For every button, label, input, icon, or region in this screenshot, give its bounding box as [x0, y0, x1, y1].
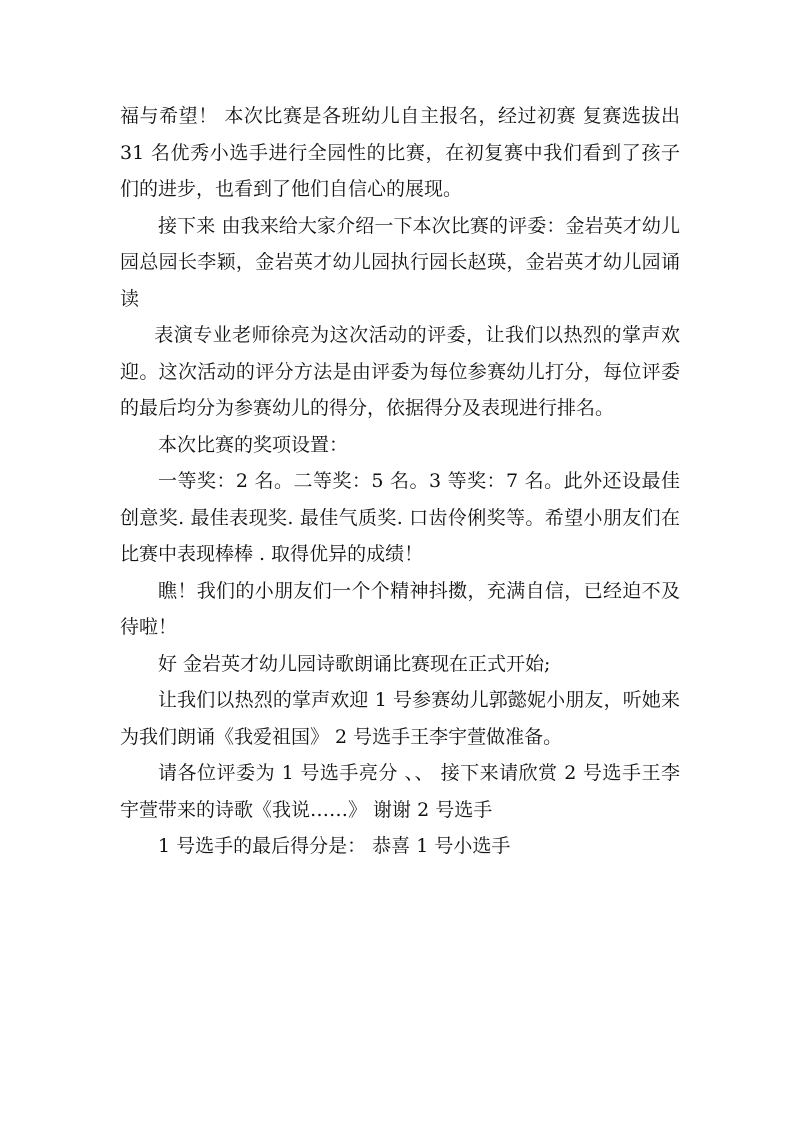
- paragraph-judges-intro: 接下来 由我来给大家介绍一下本次比赛的评委：金岩英才幼儿园总园长李颖，金岩英才幼儿园执行园长赵瑛，金岩英才幼儿园诵读: [120, 214, 680, 310]
- paragraph-awards-heading: 本次比赛的奖项设置：: [158, 433, 349, 456]
- paragraph-children-ready: 瞧！我们的小朋友们一个个精神抖擞，充满自信，已经迫不及待啦！: [120, 579, 680, 638]
- paragraph-awards-list: 一等奖：2 名。二等奖：5 名。3 等奖：7 名。此外还设最佳创意奖. 最佳表现奖. 最佳气质奖. 口齿伶俐奖等。希望小朋友们在比赛中表现棒棒 . 取得优异的成绩！: [120, 470, 680, 565]
- paragraph-continuation: 福与希望！ 本次比赛是各班幼儿自主报名，经过初赛 复赛选拔出 31 名优秀小选手进行全园性的比赛，在初复赛中我们看到了孩子们的进步，也看到了他们自信心的展现。: [120, 105, 680, 200]
- paragraph-contestant-one: 让我们以热烈的掌声欢迎 1 号参赛幼儿郭懿妮小朋友，听她来为我们朗诵《我爱祖国》 2 号选手王李宇萱做准备。: [120, 689, 680, 748]
- paragraph-competition-start: 好 金岩英才幼儿园诗歌朗诵比赛现在正式开始;: [158, 652, 551, 675]
- paragraph-scoring-method: 表演专业老师徐亮为这次活动的评委，让我们以热烈的掌声欢迎。这次活动的评分方法是由评委为每位参赛幼儿打分，每位评委的最后均分为参赛幼儿的得分，依据得分及表现进行排名。: [120, 324, 680, 419]
- paragraph-judges-score: 请各位评委为 1 号选手亮分 、、 接下来请欣赏 2 号选手王李宇萱带来的诗歌《我说……》 谢谢 2 号选手: [120, 762, 680, 821]
- paragraph-final-score: 1 号选手的最后得分是： 恭喜 1 号小选手: [158, 835, 511, 857]
- document-body: [120, 98, 680, 865]
